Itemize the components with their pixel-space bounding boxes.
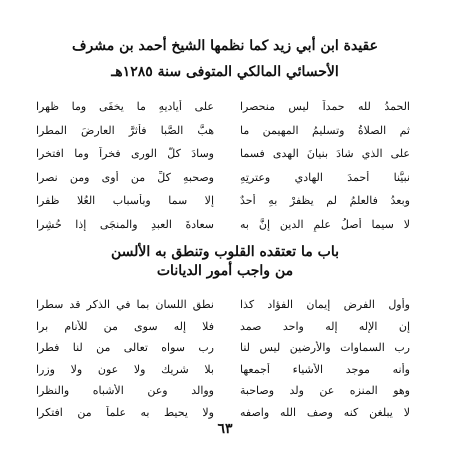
- intro-verses: [0, 100, 450, 241]
- verse: [0, 298, 450, 320]
- verse: [0, 194, 450, 218]
- heading-line-2: الأحسائي المالكي المتوفى سنة ١٢٨٥هـ: [111, 64, 339, 80]
- verse-second-hemistich: على أياديهِ ما يخفَى وما ظهرا: [36, 100, 214, 113]
- verse-second-hemistich: هبَّ الصَّبا فأثرَّ العارضَ المطرا: [36, 123, 214, 137]
- verse-first-hemistich: وأول الفرض إيمان الفؤاد كذا: [240, 298, 410, 311]
- verse: [0, 341, 450, 363]
- page-number: ٦٣: [217, 421, 233, 437]
- section-heading-line-1: باب ما تعتقده القلوب وتنطق به الألسن: [110, 244, 339, 260]
- verse-first-hemistich: لا سيما أصلُ علمِ الدين إنَّ به: [240, 217, 410, 231]
- verse: [0, 147, 450, 171]
- verse: [0, 384, 450, 406]
- verse-second-hemistich: وسادَ كلَّ الورى فخراً وما افتخرا: [36, 147, 214, 160]
- verse-second-hemistich: ولا يحيط به علماً من افتكرا: [36, 405, 214, 419]
- verse-second-hemistich: فلا إله سوى من للأنام برا: [36, 319, 214, 333]
- verse-first-hemistich: وبعدُ فالعلمُ لم يظفرْ بهِ أحدٌ: [240, 194, 410, 207]
- verse-first-hemistich: الحمدُ لله حمداً ليس منحصرا: [240, 100, 410, 113]
- verse-second-hemistich: ووالد وعن الأشباه والنظرا: [36, 384, 214, 397]
- verse-first-hemistich: إن الإله إله واحد صمد: [240, 319, 410, 333]
- verse-first-hemistich: ثم الصلاةُ وتسليمُ المهيمن ما: [240, 123, 410, 137]
- verse: [0, 218, 450, 242]
- verse-second-hemistich: إلا سما وبأسباب العُلا ظفرا: [36, 194, 214, 207]
- verse: [0, 363, 450, 385]
- verse: [0, 100, 450, 124]
- verse-first-hemistich: وأنه موجد الأشياء أجمعها: [240, 362, 410, 376]
- heading-line-1: عقيدة ابن أبي زيد كما نظمها الشيخ أحمد بن مشرف: [71, 38, 378, 54]
- verse: [0, 124, 450, 148]
- verse-second-hemistich: وصحبهِ كلِّ من أوى ومن نصرا: [36, 170, 214, 184]
- verse-first-hemistich: رب السماوات والأرضين ليس لنا: [240, 341, 410, 354]
- verse-second-hemistich: رب سواه تعالى من لنا فطرا: [36, 341, 214, 354]
- verse-first-hemistich: على الذي شادَ بنيانَ الهدى فسما: [240, 147, 410, 160]
- verse: [0, 171, 450, 195]
- verse-first-hemistich: نبيُّنا أحمدَ الهادي وعترتِهِ: [240, 170, 410, 184]
- verse-first-hemistich: لا يبلغن كنه وصف الله واصفه: [240, 405, 410, 419]
- verse-first-hemistich: وهو المنزه عن ولد وصاحبة: [240, 384, 410, 397]
- verse-second-hemistich: بلا شريك ولا عون ولا وزرا: [36, 362, 214, 376]
- verse: [0, 320, 450, 342]
- section-verses: [0, 298, 450, 427]
- verse-second-hemistich: نطق اللسان بما في الذكر قد سطرا: [36, 298, 214, 311]
- section-heading-line-2: من واجب أمور الديانات: [156, 263, 294, 279]
- verse-second-hemistich: سعادةَ العبدِ والمنجَى إذا حُشِرا: [36, 217, 214, 231]
